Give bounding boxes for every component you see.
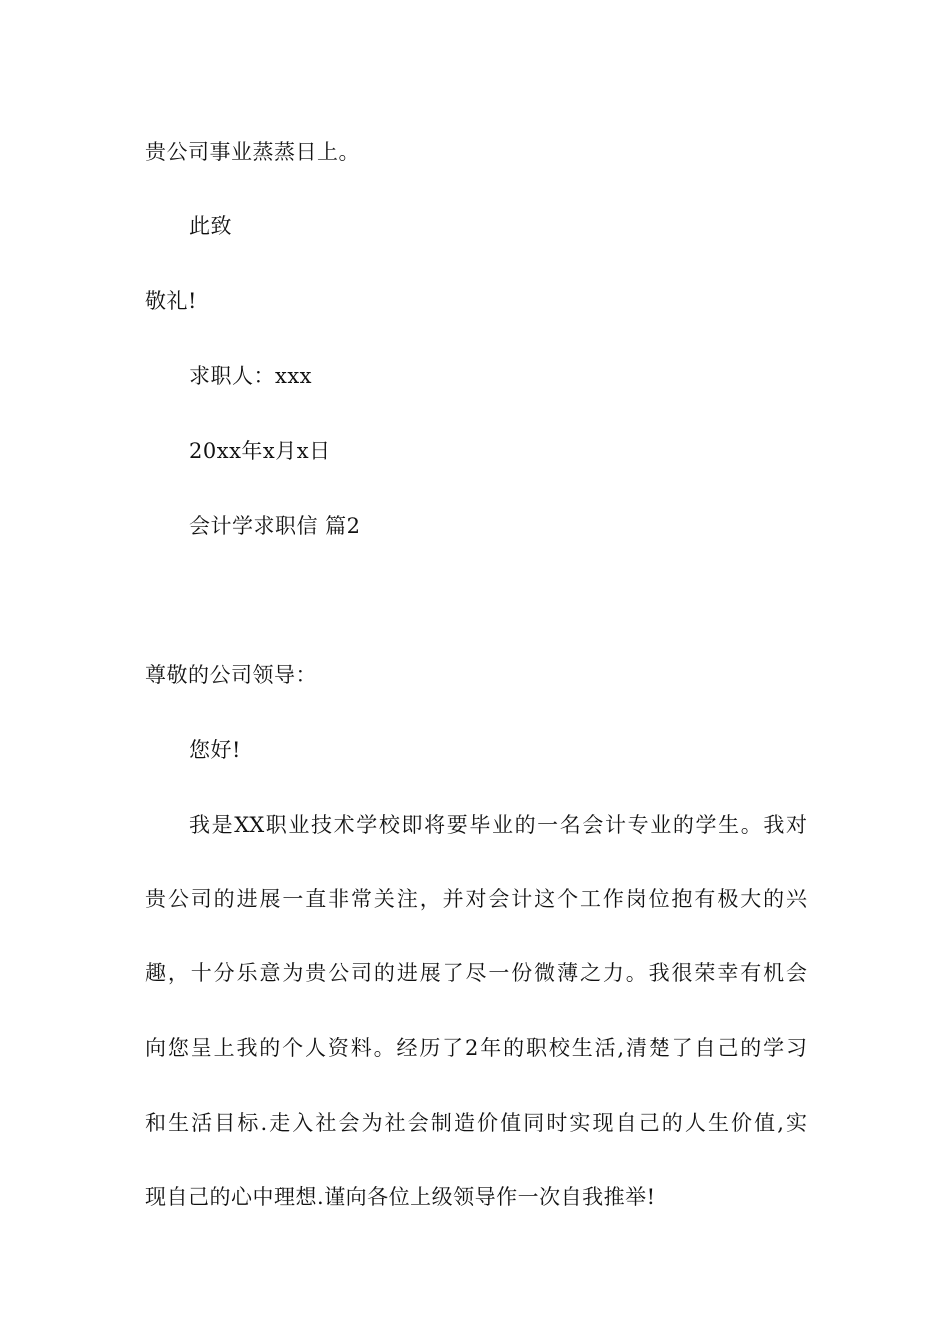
closing-line-wish: 贵公司事业蒸蒸日上。 bbox=[145, 140, 360, 164]
date-line: 20xx年x月x日 bbox=[189, 439, 331, 463]
body-line: 和生活目标.走入社会为社会制造价值同时实现自己的人生价值,实 bbox=[145, 1111, 807, 1135]
body-line: 贵公司的进展一直非常关注，并对会计这个工作岗位抱有极大的兴 bbox=[145, 887, 807, 911]
body-line: 现自己的心中理想.谨向各位上级领导作一次自我推举! bbox=[145, 1185, 656, 1209]
body-line: 向您呈上我的个人资料。经历了2年的职校生活,清楚了自己的学习 bbox=[145, 1036, 807, 1060]
body-line: 趣，十分乐意为贵公司的进展了尽一份微薄之力。我很荣幸有机会 bbox=[145, 961, 807, 985]
body-line: 我是XX职业技术学校即将要毕业的一名会计专业的学生。我对 bbox=[189, 813, 807, 837]
closing-line-jingli: 敬礼! bbox=[145, 289, 197, 313]
closing-line-cizhi: 此致 bbox=[189, 214, 232, 238]
salutation: 尊敬的公司领导： bbox=[145, 663, 317, 687]
section-title: 会计学求职信 篇2 bbox=[189, 514, 361, 538]
greeting: 您好! bbox=[189, 738, 241, 762]
signature-line: 求职人：xxx bbox=[189, 364, 313, 388]
